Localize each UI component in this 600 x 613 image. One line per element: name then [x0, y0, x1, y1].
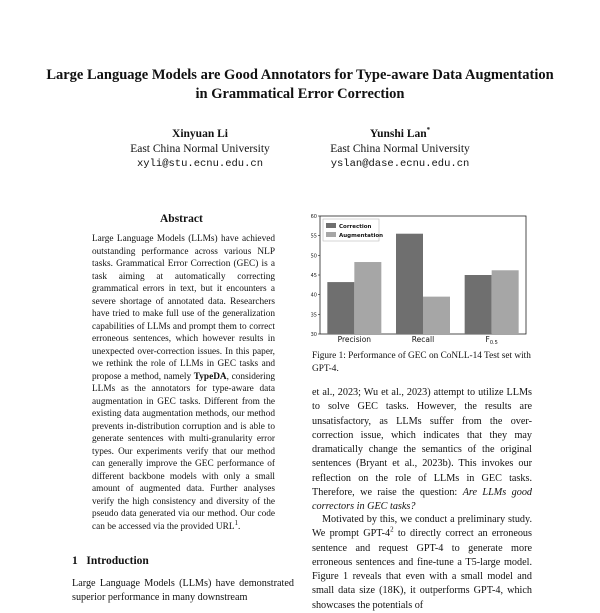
author-block-2	[300, 127, 500, 172]
abstract-text	[92, 233, 275, 533]
author-email: yslan@dase.ecnu.edu.cn	[330, 158, 470, 170]
research-question: Are LLMs good correctors in GEC tasks?	[312, 487, 533, 513]
paragraph-text: to directly correct an erroneous sentence and request GPT-4 to generate more erroneous sentences and fine-tune a T5-large model. Figure 1 reveals that even with a small model and small data size (18K), it outperforms GPT-4, which showcases the potentials of	[312, 528, 532, 611]
y-tick-label: 30	[310, 332, 317, 338]
bar-correction	[396, 234, 423, 334]
bar-augmentation	[492, 270, 519, 334]
abstract-heading: Abstract	[160, 213, 203, 225]
figure-caption: Figure 1: Performance of GEC on CoNLL-14 Test set with GPT-4.	[312, 351, 531, 374]
x-tick-label: Recall	[411, 335, 435, 344]
y-tick-label: 45	[310, 273, 317, 279]
footnote-mark: 1	[234, 518, 238, 527]
y-tick-label: 40	[310, 292, 317, 299]
method-name: TypeDA	[193, 371, 227, 382]
y-tick-label: 60	[310, 214, 317, 220]
x-tick-label: Precision	[337, 335, 372, 344]
bar-augmentation	[423, 297, 450, 334]
abstract-part: , considering LLMs as the annotators for type-aware data augmentation in GEC tasks. Different from the existing data augmentation methods, our method prevents in-distribution corruption and is able to generate sentences with multi-granularity error types. Our experiments verify that our method can generally improve the GEC performance of different backbone models with only a small amount of augmented data. Further analyses verify the high consistency and diversity of the pseudo data generated via our method. Our code can be accessed via the provided URL	[92, 371, 275, 532]
right-paragraph-2	[312, 513, 532, 613]
figure-1-chart	[306, 208, 532, 348]
author-name: Xinyuan Li	[172, 128, 228, 140]
author-block-1	[100, 127, 300, 172]
author-name-text: Yunshi Lan	[369, 128, 427, 140]
legend-swatch	[326, 232, 336, 237]
bar-augmentation	[354, 262, 381, 334]
footnote-mark: 2	[390, 525, 394, 534]
bar-correction	[465, 275, 492, 334]
paragraph-text: et al., 2023; Wu et al., 2023) attempt to utilize LLMs to solve GEC tasks. However, the results are unsatisfactory, as LLMs suffer from the over-correction issue, which indicates that they may dramatically change the semantics of the original sentences (Bryant et al., 2023b). This invokes our reflection on the role of LLMs in GEC tasks. Therefore, we raise the question:	[312, 387, 532, 499]
legend-label: Correction	[339, 224, 372, 230]
author-affiliation: East China Normal University	[130, 143, 270, 155]
corresponding-mark: *	[426, 126, 431, 135]
paper-title: Large Language Models are Good Annotators for Type-aware Data Augmentation in Grammatical Error Correction	[46, 67, 554, 102]
legend-swatch	[326, 223, 336, 228]
intro-text: Large Language Models (LLMs) have demonstrated superior performance in many downstream	[72, 578, 294, 603]
paragraph-text: Motivated by this, we conduct a preliminary study. We prompt GPT-4	[312, 514, 532, 540]
x-tick-label-subscript: 0.5	[489, 340, 498, 346]
y-tick-label: 50	[310, 253, 317, 260]
x-tick-label: $F_{0.5}$	[485, 335, 498, 346]
section-heading-introduction: 1 Introduction	[72, 555, 149, 567]
legend-label: Augmentation	[339, 233, 384, 239]
bar-correction	[327, 282, 354, 334]
y-tick-label: 55	[310, 233, 317, 240]
abstract-part: Large Language Models (LLMs) have achieved outstanding performance across various NLP tasks. Grammatical Error Correction (GEC) is a task aiming at automatically correcting grammatical errors in text, but it encounters a severe shortage of annotated data. Researchers have tried to make full use of the generalization capabilities of LLMs and prompt them to correct erroneous sentences, which however results in unexpected over-correction issues. In this paper, we rethink the role of LLMs in GEC tasks and propose a method, namely	[92, 234, 275, 382]
abstract-part: .	[238, 521, 241, 532]
author-email: xyli@stu.ecnu.edu.cn	[136, 158, 264, 170]
author-affiliation: East China Normal University	[330, 143, 470, 155]
author-name	[300, 127, 500, 142]
right-paragraph-1	[312, 386, 532, 515]
y-tick-label: 35	[310, 312, 317, 319]
